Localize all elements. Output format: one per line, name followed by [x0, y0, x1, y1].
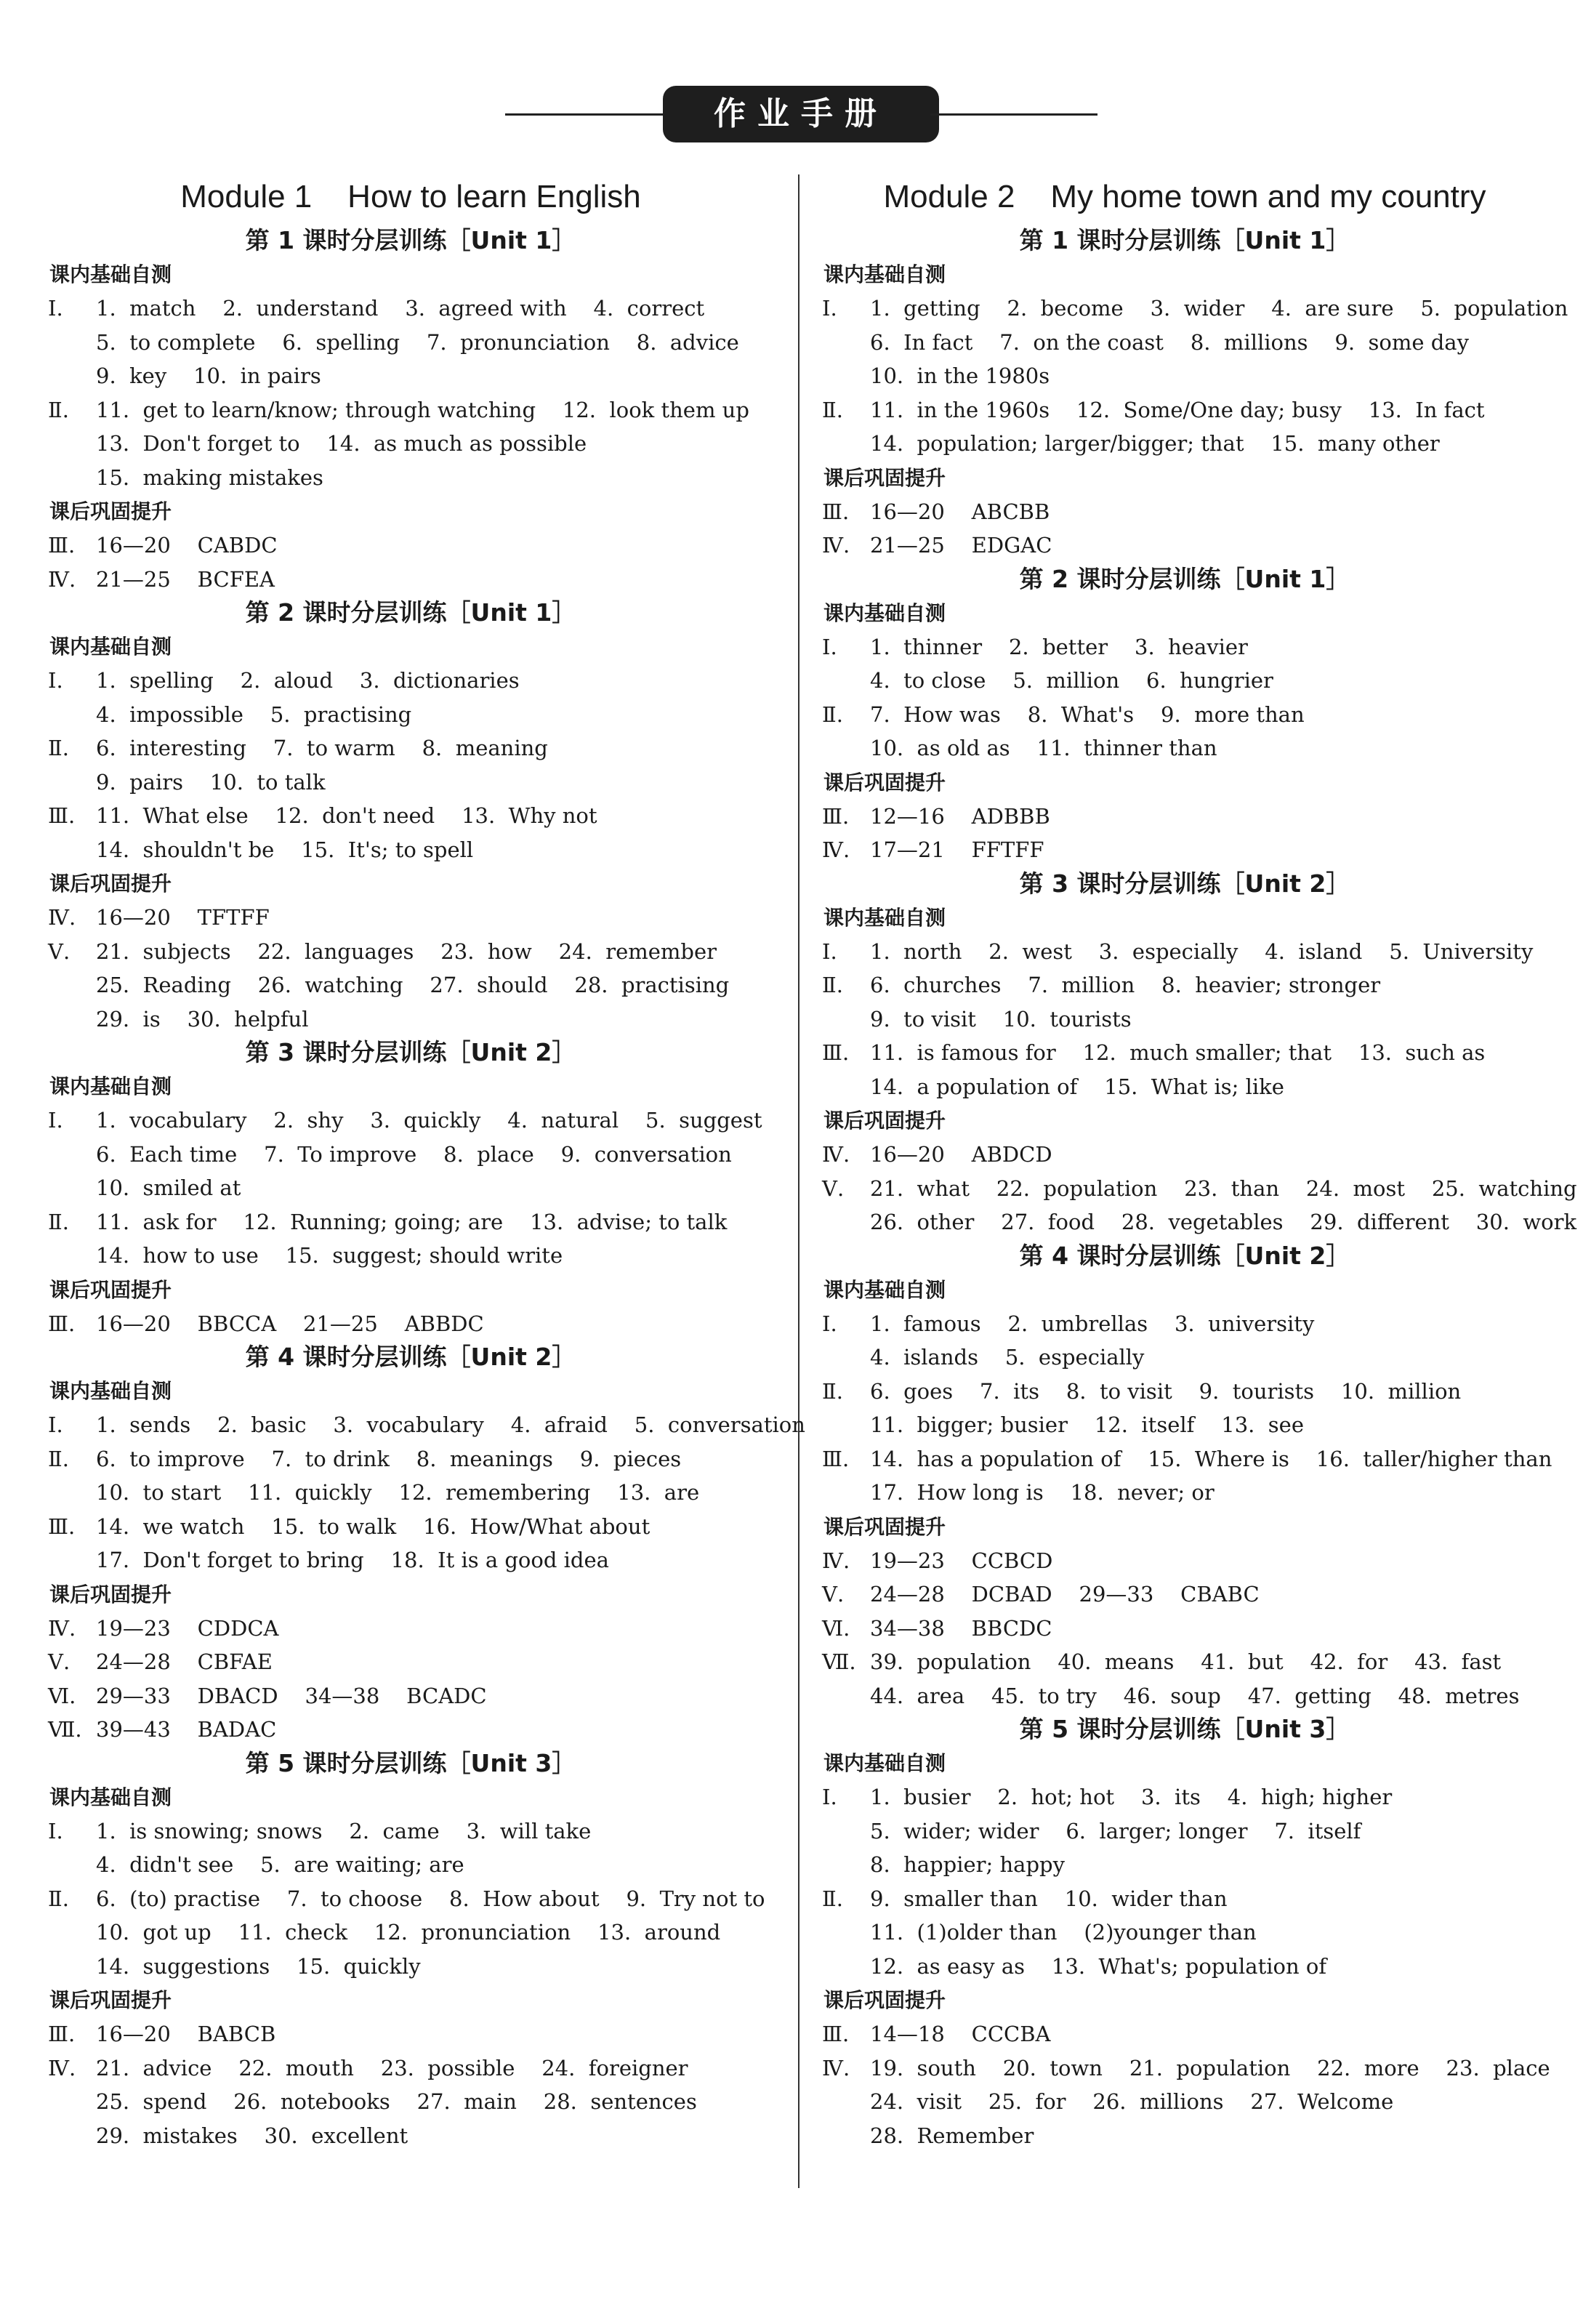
section-numeral: Ⅰ. [48, 668, 63, 693]
answer-text: 21. advice 22. mouth 23. possible 24. foreigner [96, 2055, 688, 2080]
answer-text: 16—20 ABCBB [870, 499, 1050, 524]
answer-line [818, 1408, 1552, 1442]
section-numeral: Ⅴ. [48, 938, 71, 964]
answer-text: 1. getting 2. become 3. wider 4. are sure 5. population [870, 296, 1568, 321]
section-numeral: Ⅰ. [822, 1785, 837, 1809]
answer-text: 17. Don't forget to bring 18. It is a good idea [96, 1548, 609, 1572]
answer-text: 24. visit 25. for 26. millions 27. Welcome [870, 2089, 1394, 2114]
answer-line [44, 461, 778, 495]
answer-line [818, 1645, 1552, 1679]
answer-text: 11. (1)older than (2)younger than [870, 1920, 1257, 1945]
answer-line [818, 528, 1552, 563]
section-numeral: Ⅲ. [48, 1311, 76, 1336]
answer-line [44, 1239, 778, 1273]
answer-text: 14. we watch 15. to walk 16. How/What about [96, 1513, 651, 1539]
answer-line [44, 1408, 805, 1442]
answer-line [44, 1543, 778, 1577]
section-numeral: Ⅵ. [48, 1683, 76, 1708]
answer-line [44, 1307, 778, 1341]
answer-line [44, 1510, 778, 1544]
answer-line [818, 1375, 1552, 1409]
answer-line [818, 1544, 1552, 1578]
answer-line [818, 1915, 1552, 1950]
section-subheading: 课内基础自测 [49, 262, 172, 286]
answer-line [44, 1848, 778, 1882]
section-numeral: Ⅳ. [48, 1615, 76, 1641]
answer-line [44, 935, 778, 969]
module-title: Module 1 How to learn English [180, 179, 641, 214]
answer-line [818, 1780, 1552, 1814]
section-numeral: Ⅱ. [48, 1209, 69, 1234]
answer-text: 29. is 30. helpful [96, 1006, 309, 1032]
section-subheading: 课内基础自测 [49, 1379, 172, 1403]
lesson-title: 第 3 课时分层训练［Unit 2］ [245, 1038, 576, 1066]
right-blocks [818, 224, 1577, 2152]
answer-text: 14—18 CCCBA [870, 2022, 1051, 2046]
section-subheading: 课后巩固提升 [49, 499, 172, 523]
answer-text: 16—20 TFTFF [96, 905, 270, 930]
answer-text: 8. happier; happy [870, 1852, 1065, 1877]
answer-line [818, 2119, 1552, 2153]
answer-line [818, 2017, 1552, 2051]
answer-line [44, 1679, 778, 1713]
lesson-title: 第 2 课时分层训练［Unit 1］ [245, 598, 576, 627]
answer-line [818, 1002, 1552, 1037]
answer-text: 11. is famous for 12. much smaller; that 13. such as [870, 1040, 1486, 1065]
section-numeral: Ⅱ. [822, 397, 843, 422]
section-numeral: Ⅳ. [822, 837, 850, 862]
answer-line [44, 664, 778, 698]
answer-line [44, 359, 778, 393]
answer-line [818, 1814, 1552, 1849]
section-numeral: Ⅱ. [822, 973, 843, 997]
answer-line [44, 799, 778, 833]
answer-line [44, 1814, 778, 1849]
answer-text: 14. population; larger/bigger; that 15. many other [870, 431, 1440, 456]
answer-line [818, 1036, 1552, 1070]
section-numeral: Ⅰ. [48, 1412, 63, 1437]
answer-line [818, 1070, 1552, 1104]
header-rule-left [505, 113, 672, 116]
section-subheading: 课内基础自测 [823, 1277, 946, 1302]
answer-text: 6. goes 7. its 8. to visit 9. tourists 10. million [870, 1378, 1462, 1404]
header-rule-right [930, 113, 1097, 116]
answer-text: 17—21 FFTFF [870, 837, 1044, 862]
section-subheading: 课内基础自测 [823, 905, 946, 930]
answer-line [818, 1612, 1552, 1646]
answer-line [44, 2085, 778, 2119]
answer-line [818, 495, 1552, 529]
answer-line [818, 1848, 1552, 1882]
section-numeral: Ⅰ. [48, 1108, 63, 1133]
answer-text: 14. has a population of 15. Where is 16. taller/higher than [870, 1446, 1552, 1471]
answer-line [818, 2051, 1552, 2086]
section-numeral: Ⅱ. [48, 736, 69, 760]
answer-line [818, 291, 1568, 326]
left-blocks [44, 224, 805, 2152]
answer-text: 4. islands 5. especially [870, 1345, 1145, 1370]
answer-line [44, 1138, 778, 1172]
answer-text: 10. got up 11. check 12. pronunciation 13. around [96, 1920, 721, 1945]
section-numeral: Ⅵ. [822, 1615, 850, 1641]
header-title: 作业手册 [663, 86, 939, 142]
lesson-title: 第 2 课时分层训练［Unit 1］ [1019, 564, 1350, 593]
answer-line [44, 698, 778, 732]
section-subheading: 课内基础自测 [49, 1074, 172, 1098]
answer-text: 13. Don't forget to 14. as much as possible [96, 431, 587, 456]
answer-text: 6. interesting 7. to warm 8. meaning [96, 736, 548, 760]
lesson-title: 第 5 课时分层训练［Unit 3］ [1019, 1715, 1350, 1743]
answer-text: 6. Each time 7. To improve 8. place 9. conversation [96, 1141, 732, 1167]
answer-text: 19—23 CDDCA [96, 1615, 279, 1641]
answer-text: 7. How was 8. What's 9. more than [870, 701, 1305, 727]
answer-line [44, 1882, 778, 1916]
section-numeral: Ⅳ. [822, 1548, 850, 1573]
answer-line [44, 528, 778, 563]
section-numeral: Ⅲ. [822, 1040, 850, 1065]
answer-text: 9. smaller than 10. wider than [870, 1886, 1228, 1911]
answer-text: 5. wider; wider 6. larger; longer 7. itself [870, 1818, 1361, 1843]
lesson-title: 第 1 课时分层训练［Unit 1］ [245, 226, 576, 254]
answer-line [818, 326, 1552, 360]
section-numeral: Ⅲ. [822, 499, 850, 524]
answer-line [44, 1002, 778, 1037]
answer-text: 9. pairs 10. to talk [96, 769, 326, 795]
section-numeral: Ⅲ. [48, 803, 76, 828]
answer-text: 44. area 45. to try 46. soup 47. getting 48. metres [870, 1683, 1520, 1708]
answer-text: 11. get to learn/know; through watching 12. look them up [96, 397, 749, 422]
answer-text: 4. to close 5. million 6. hungrier [870, 668, 1273, 693]
answer-text: 10. as old as 11. thinner than [870, 736, 1217, 760]
answer-text: 21. subjects 22. languages 23. how 24. remember [96, 938, 717, 964]
answer-line [44, 1103, 778, 1138]
section-numeral: Ⅱ. [48, 1886, 69, 1911]
section-subheading: 课后巩固提升 [49, 1582, 172, 1607]
answer-line [818, 359, 1552, 393]
section-numeral: Ⅱ. [48, 1446, 69, 1471]
answer-line [44, 393, 778, 427]
answer-text: 34—38 BBCDC [870, 1615, 1052, 1641]
section-numeral: Ⅳ. [48, 905, 76, 930]
section-subheading: 课内基础自测 [823, 600, 946, 625]
answer-line [44, 2051, 778, 2086]
answer-text: 19—23 CCBCD [870, 1548, 1053, 1573]
section-numeral: Ⅲ. [48, 2022, 76, 2046]
answer-line [44, 731, 778, 765]
lesson-title: 第 1 课时分层训练［Unit 1］ [1019, 226, 1350, 254]
left-column [44, 173, 805, 2152]
answer-line [818, 968, 1552, 1002]
answer-line [44, 2119, 778, 2153]
section-numeral: Ⅳ. [822, 533, 850, 558]
answer-line [818, 800, 1552, 834]
answer-line [44, 326, 778, 360]
answer-line [44, 901, 778, 935]
answer-line [818, 1205, 1577, 1239]
section-numeral: Ⅱ. [822, 701, 843, 727]
answer-text: 10. to start 11. quickly 12. remembering 13. are [96, 1480, 700, 1505]
answer-text: 16—20 CABDC [96, 533, 278, 558]
answer-text: 1. spelling 2. aloud 3. dictionaries [96, 668, 520, 693]
answer-line [818, 1476, 1552, 1510]
section-subheading: 课内基础自测 [823, 262, 946, 286]
answer-line [818, 1950, 1552, 1984]
answer-text: 6. In fact 7. on the coast 8. millions 9. some day [870, 329, 1469, 355]
answer-text: 1. thinner 2. better 3. heavier [870, 634, 1248, 659]
answer-text: 29. mistakes 30. excellent [96, 2123, 408, 2148]
answer-text: 6. (to) practise 7. to choose 8. How about 9. Try not to [96, 1886, 765, 1911]
answer-line [44, 291, 778, 326]
answer-text: 6. to improve 7. to drink 8. meanings 9. pieces [96, 1446, 682, 1471]
answer-line [818, 1442, 1552, 1476]
answer-text: 24—28 DCBAD 29—33 CBABC [870, 1582, 1260, 1607]
section-subheading: 课内基础自测 [49, 1785, 172, 1809]
section-numeral: Ⅲ. [822, 1446, 850, 1471]
section-numeral: Ⅱ. [822, 1378, 843, 1404]
module-title: Module 2 My home town and my country [883, 179, 1486, 214]
section-numeral: Ⅳ. [822, 1142, 850, 1167]
section-numeral: Ⅲ. [822, 2022, 850, 2046]
answer-line [818, 2085, 1552, 2119]
answer-text: 17. How long is 18. never; or [870, 1480, 1215, 1505]
answer-line [44, 968, 778, 1002]
answer-text: 11. ask for 12. Running; going; are 13. advise; to talk [96, 1209, 728, 1234]
answer-text: 14. a population of 15. What is; like [870, 1074, 1284, 1099]
section-numeral: Ⅰ. [48, 1818, 63, 1843]
section-numeral: Ⅴ. [48, 1649, 71, 1674]
answer-line [818, 1138, 1552, 1172]
lesson-title: 第 4 课时分层训练［Unit 2］ [1019, 1241, 1350, 1270]
answer-text: 16—20 BABCB [96, 2022, 276, 2046]
answer-line [818, 1307, 1552, 1341]
answer-line [818, 427, 1552, 461]
answer-line [44, 1915, 778, 1950]
right-column [818, 173, 1577, 2152]
answer-text: 6. churches 7. million 8. heavier; stronger [870, 973, 1381, 997]
answer-text: 21—25 BCFEA [96, 566, 275, 592]
section-numeral: Ⅰ. [48, 296, 63, 321]
section-numeral: Ⅱ. [48, 397, 69, 422]
answer-line [818, 698, 1552, 732]
answer-text: 1. sends 2. basic 3. vocabulary 4. afraid 5. conversation [96, 1412, 805, 1437]
answer-line [818, 1577, 1552, 1612]
answer-text: 10. smiled at [96, 1175, 241, 1200]
answer-text: 25. Reading 26. watching 27. should 28. practising [96, 973, 730, 997]
section-numeral: Ⅰ. [822, 938, 837, 964]
answer-text: 19. south 20. town 21. population 22. more 23. place [870, 2055, 1550, 2080]
section-numeral: Ⅰ. [822, 634, 837, 659]
answer-text: 1. is snowing; snows 2. came 3. will take [96, 1818, 592, 1843]
section-subheading: 课后巩固提升 [823, 1988, 946, 2012]
answer-line [44, 1476, 778, 1510]
answer-text: 21—25 EDGAC [870, 533, 1052, 558]
lesson-title: 第 5 课时分层训练［Unit 3］ [245, 1748, 576, 1777]
section-subheading: 课后巩固提升 [49, 872, 172, 896]
section-subheading: 课后巩固提升 [823, 770, 946, 795]
answer-line [818, 1679, 1552, 1713]
section-subheading: 课内基础自测 [49, 635, 172, 659]
section-numeral: Ⅲ. [48, 533, 76, 558]
answer-line [818, 731, 1552, 765]
answer-text: 5. to complete 6. spelling 7. pronunciation 8. advice [96, 329, 739, 355]
answer-line [44, 1612, 778, 1646]
answer-text: 11. What else 12. don't need 13. Why not [96, 803, 597, 828]
answer-line [44, 765, 778, 800]
answer-text: 29—33 DBACD 34—38 BCADC [96, 1683, 487, 1708]
column-divider [798, 174, 799, 2188]
answer-text: 12. as easy as 13. What's; population of [870, 1953, 1327, 1979]
answer-text: 1. busier 2. hot; hot 3. its 4. high; higher [870, 1785, 1393, 1809]
section-subheading: 课后巩固提升 [49, 1277, 172, 1302]
section-numeral: Ⅰ. [822, 296, 837, 321]
answer-text: 26. other 27. food 28. vegetables 29. different 30. work [870, 1210, 1577, 1234]
answer-text: 10. in the 1980s [870, 363, 1050, 388]
answer-text: 39—43 BADAC [96, 1717, 277, 1742]
answer-text: 14. how to use 15. suggest; should write [96, 1243, 563, 1268]
answer-line [818, 833, 1552, 867]
answer-text: 25. spend 26. notebooks 27. main 28. sentences [96, 2089, 697, 2114]
answer-line [818, 630, 1552, 664]
section-numeral: Ⅰ. [822, 1311, 837, 1336]
lesson-title: 第 4 课时分层训练［Unit 2］ [245, 1343, 576, 1371]
answer-text: 1. north 2. west 3. especially 4. island 5. University [870, 938, 1534, 964]
answer-text: 4. impossible 5. practising [96, 701, 412, 727]
answer-line [44, 1171, 778, 1205]
answer-text: 39. population 40. means 41. but 42. for 43. fast [870, 1649, 1502, 1674]
answer-text: 24—28 CBFAE [96, 1649, 273, 1674]
section-subheading: 课后巩固提升 [49, 1988, 172, 2012]
answer-text: 1. match 2. understand 3. agreed with 4. correct [96, 296, 705, 321]
answer-text: 9. key 10. in pairs [96, 363, 321, 388]
section-numeral: Ⅶ. [822, 1649, 856, 1674]
answer-text: 21. what 22. population 23. than 24. most 25. watching [870, 1175, 1577, 1201]
section-numeral: Ⅴ. [822, 1582, 845, 1607]
section-numeral: Ⅱ. [822, 1886, 843, 1911]
section-numeral: Ⅲ. [48, 1513, 76, 1539]
answer-text: 9. to visit 10. tourists [870, 1006, 1132, 1032]
answer-text: 1. famous 2. umbrellas 3. university [870, 1311, 1315, 1336]
answer-line [44, 563, 778, 597]
answer-line [44, 1950, 778, 1984]
answer-text: 15. making mistakes [96, 465, 323, 490]
answer-line [818, 935, 1552, 969]
answer-text: 16—20 ABDCD [870, 1142, 1052, 1167]
answer-line [44, 833, 778, 867]
answer-line [44, 427, 778, 461]
section-subheading: 课后巩固提升 [823, 1109, 946, 1133]
answer-text: 1. vocabulary 2. shy 3. quickly 4. natural 5. suggest [96, 1108, 762, 1133]
answer-line [44, 1205, 778, 1239]
answer-text: 4. didn't see 5. are waiting; are [96, 1852, 464, 1877]
section-numeral: Ⅴ. [822, 1175, 845, 1201]
section-numeral: Ⅳ. [822, 2055, 850, 2080]
section-numeral: Ⅳ. [48, 2055, 76, 2080]
answer-line [44, 1442, 778, 1476]
answer-text: 16—20 BBCCA 21—25 ABBDC [96, 1311, 484, 1336]
section-numeral: Ⅶ. [48, 1717, 82, 1742]
section-numeral: Ⅲ. [822, 803, 850, 829]
answer-line [818, 664, 1552, 698]
answer-line [818, 1882, 1552, 1916]
answer-line [818, 393, 1552, 427]
answer-line [818, 1172, 1577, 1206]
answer-text: 14. suggestions 15. quickly [96, 1953, 421, 1979]
section-subheading: 课内基础自测 [823, 1751, 946, 1775]
section-subheading: 课后巩固提升 [823, 465, 946, 490]
section-numeral: Ⅳ. [48, 566, 76, 592]
page-header [0, 86, 1591, 144]
answer-line [818, 1340, 1552, 1375]
answer-text: 28. Remember [870, 2123, 1034, 2148]
answer-line [44, 1713, 778, 1747]
section-subheading: 课后巩固提升 [823, 1514, 946, 1539]
answer-line [44, 2017, 778, 2051]
answer-text: 11. bigger; busier 12. itself 13. see [870, 1412, 1305, 1437]
answer-line [44, 1645, 778, 1679]
lesson-title: 第 3 课时分层训练［Unit 2］ [1019, 869, 1350, 898]
answer-text: 14. shouldn't be 15. It's; to spell [96, 837, 474, 862]
answer-text: 11. in the 1960s 12. Some/One day; busy 13. In fact [870, 397, 1485, 422]
answer-text: 12—16 ADBBB [870, 803, 1050, 829]
